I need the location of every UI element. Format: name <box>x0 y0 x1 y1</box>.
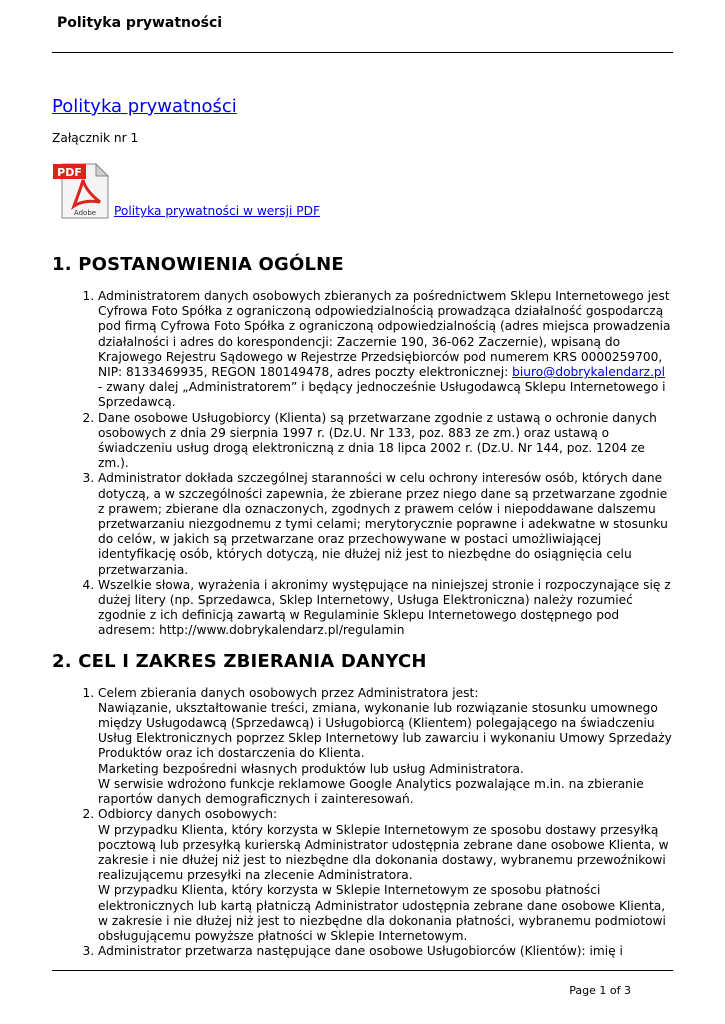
svg-text:Adobe: Adobe <box>73 209 97 217</box>
section1-item1-text: Administratorem danych osobowych zbieranych za pośrednictwem Sklepu Internetowego jest Cyfrowa Foto Spółka z ograniczoną odpowiedzialnością prowadząca działalność gospodarczą pod firmą Cyfrowa Foto Spółka z ograniczoną odpowiedzialnością (adres miejsca prowadzenia działalności i adres do korespondencji: Zaczernie 190, 36-062 Zaczernie), wpisaną do Krajowego Rejestru Sądowego w Rejestrze Przedsiębiorców pod numerem KRS 0000259700, NIP: 8133469935, REGON 180149478, adres poczty elektronicznej: <box>98 289 671 380</box>
section2-item2-paragraph: W przypadku Klienta, który korzysta w Sklepie Internetowym ze sposobu płatności elektronicznych lub kartą płatniczą Administrator udostępnia zebrane dane osobowe Klienta, w zakresie i nie dłużej niż jest to niezbędne dla dokonania płatności, wybranemu podmiotowi obsługującemu powyższe płatności w Sklepie Internetowym. <box>98 883 666 943</box>
page-title-link[interactable]: Polityka prywatności <box>52 96 237 117</box>
page-footer <box>52 970 673 997</box>
annex-label: Załącznik nr 1 <box>52 131 139 145</box>
section1-item-2: 2. Dane osobowe Usługobiorcy (Klienta) są przetwarzane zgodnie z ustawą o ochronie danych osobowych z dnia 29 sierpnia 1997 r. (Dz.U. Nr 133, poz. 883 ze zm.) oraz ustawą o świadczeniu usług drogą elektroniczną z dnia 18 lipca 2002 r. (Dz.U. Nr 144, poz. 1204 ze zm.). <box>98 411 673 472</box>
pdf-file-icon[interactable] <box>52 160 112 220</box>
main-content <box>52 96 673 959</box>
section1-list <box>52 289 673 639</box>
section1-item1-text-end: - zwany dalej „Administratorem” i będący jednocześnie Usługodawcą Sklepu Internetowego i Sprzedawcą. <box>98 380 666 410</box>
section2-item1-paragraph: Nawiązanie, ukształtowanie treści, zmiana, wykonanie lub rozwiązanie stosunku umownego między Usługodawcą (Sprzedawcą) i Usługobiorcą (Klientem) polegającego na świadczeniu Usług Elektronicznych poprzez Sklep Internetowy lub zawarciu i wykonaniu Umowy Sprzedaży Produktów oraz ich dostarczenia do Klienta. <box>98 700 672 761</box>
pdf-download <box>52 160 673 220</box>
section1-heading: 1. POSTANOWIENIA OGÓLNE <box>52 254 344 275</box>
section2-item1-paragraph: W serwisie wdrożono funkcje reklamowe Google Analytics pozwalające m.in. na zbieranie raportów danych demograficznych i zainteresowań. <box>98 776 644 807</box>
section2-list <box>52 686 673 960</box>
section2-item-2 <box>98 807 673 944</box>
section1-item-3: 3. Administrator dokłada szczególnej staranności w celu ochrony interesów osób, których dane dotyczą, a w szczególności zapewnia, że zbierane przez niego dane są przetwarzane zgodnie z prawem; zbierane dla oznaczonych, zgodnych z prawem celów i niepoddawane dalszemu przetwarzaniu niezgodnemu z tymi celami; merytorycznie poprawne i adekwatne w stosunku do celów, w jakich są przetwarzane oraz przechowywane w postaci umożliwiającej identyfikację osób, których dotyczą, nie dłużej niż jest to niezbędne do osiągnięcia celu przetwarzania. <box>98 471 673 577</box>
section2-heading: 2. CEL I ZAKRES ZBIERANIA DANYCH <box>52 650 427 672</box>
section2-item2-paragraph: W przypadku Klienta, który korzysta w Sklepie Internetowym ze sposobu dostawy przesyłką pocztową lub przesyłką kurierską Administrator udostępnia zebrane dane osobowe Klienta, w zakresie i nie dłużej niż jest to niezbędne dla dokonania dostawy, wybranemu przewoźnikowi realizującemu przesyłki na zlecenie Administratora. <box>98 822 669 883</box>
section2-item2-intro: 2. Odbiorcy danych osobowych: <box>98 807 278 822</box>
page-number: Page 1 of 3 <box>569 984 631 997</box>
page-header <box>52 0 673 53</box>
section2-item-3: 3. Administrator przetwarza następujące dane osobowe Usługobiorców (Klientów): imię i <box>98 944 673 959</box>
pdf-version-link[interactable]: Polityka prywatności w wersji PDF <box>114 204 321 218</box>
section2-item1-intro: 1. Celem zbierania danych osobowych przez Administratora jest: <box>98 685 479 700</box>
section2-item1-paragraph: Marketing bezpośredni własnych produktów lub usług Administratora. <box>98 761 524 776</box>
section1-item-1 <box>98 289 673 411</box>
header-title: Polityka prywatności <box>57 15 223 31</box>
email-link[interactable]: biuro@dobrykalendarz.pl <box>512 365 666 380</box>
section1-item-4: 4. Wszelkie słowa, wyrażenia i akronimy występujące na niniejszej stronie i rozpoczynające się z dużej litery (np. Sprzedawca, Sklep Internetowy, Usługa Elektroniczna) należy rozumieć zgodnie z ich definicją zawartą w Regulaminie Sklepu Internetowego dostępnego pod adresem: http://www.dobrykalendarz.pl/regulamin <box>98 578 673 639</box>
section2-item-1 <box>98 686 673 808</box>
svg-text:PDF: PDF <box>57 166 82 179</box>
